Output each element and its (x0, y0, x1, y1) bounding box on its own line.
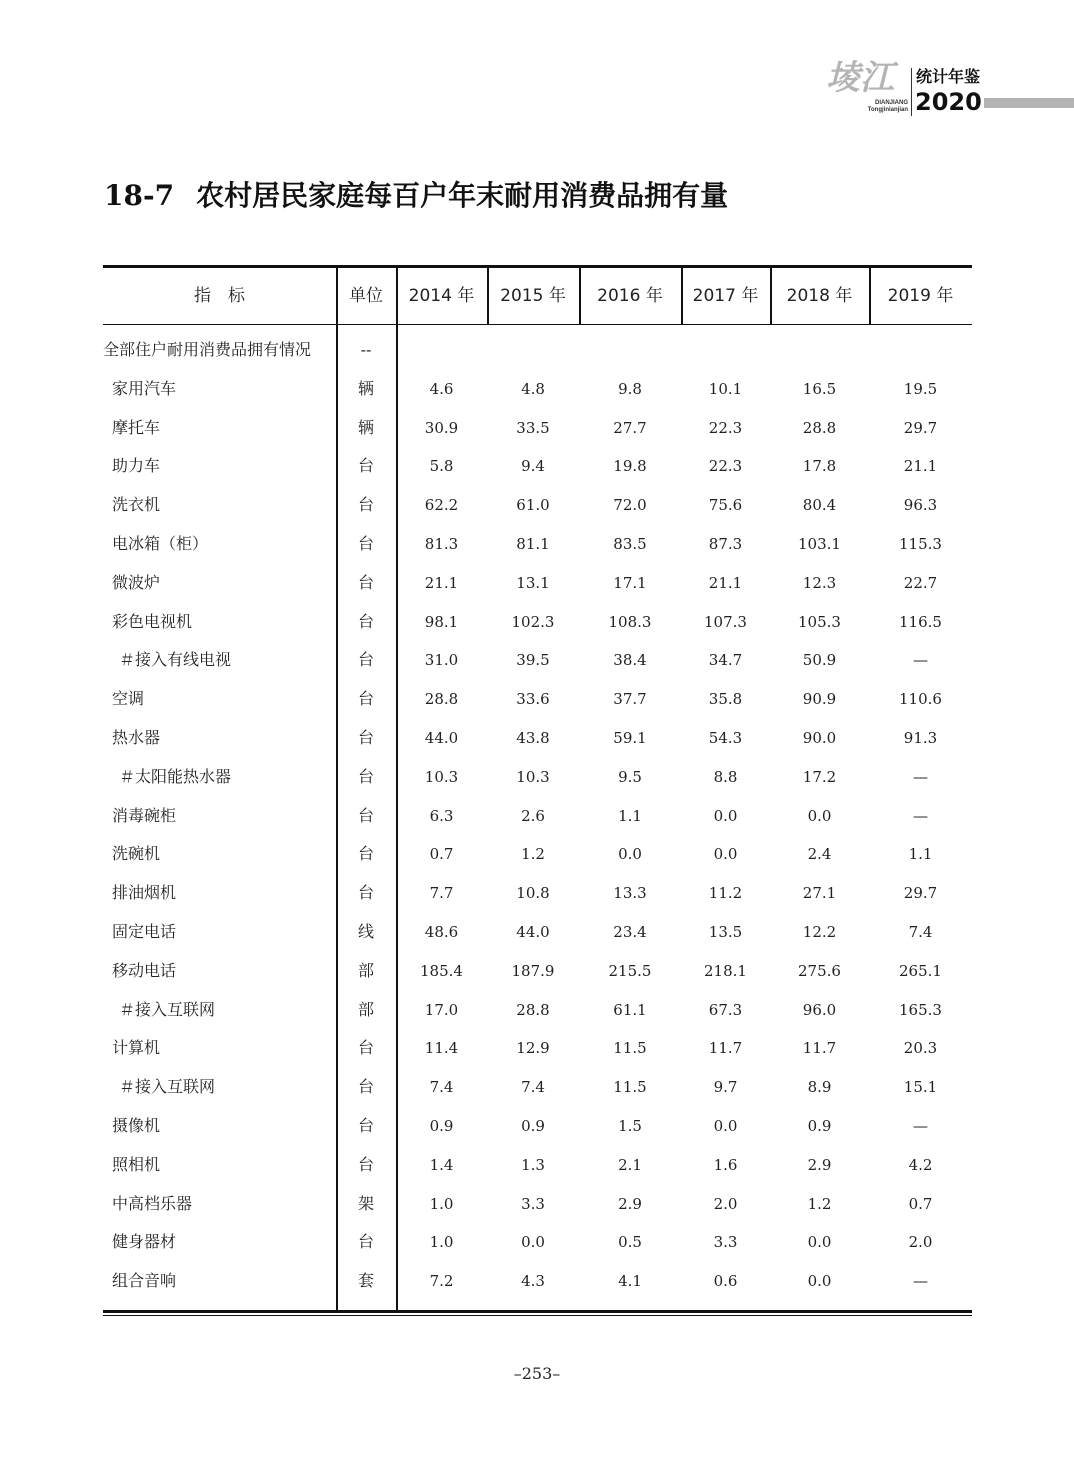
value-cell: 90.9 (802, 690, 837, 709)
value-cell: 9.7 (713, 1078, 738, 1097)
table-row (103, 1223, 972, 1262)
value-cell: 8.9 (807, 1078, 832, 1097)
value-cell: 0.0 (713, 806, 738, 825)
column-header: 2017 年 (692, 286, 759, 306)
value-cell: 0.0 (713, 1117, 738, 1135)
value-cell: 1.4 (429, 1155, 454, 1174)
value-cell: 0.6 (713, 1272, 738, 1291)
row-unit: 台 (357, 650, 374, 670)
header-gray-bar (984, 98, 1074, 108)
value-cell: 1.0 (429, 1233, 454, 1252)
value-cell: 98.1 (424, 612, 459, 631)
page-title (104, 174, 728, 214)
row-indicator: 助力车 (112, 456, 161, 476)
column-divider (681, 268, 683, 324)
value-cell: 2.4 (807, 845, 832, 864)
table-bottom-rule (103, 1310, 972, 1313)
value-cell: 38.4 (613, 651, 647, 670)
row-indicator: 计算机 (112, 1038, 161, 1058)
row-unit: 台 (357, 1232, 374, 1252)
value-cell: 11.2 (708, 884, 743, 903)
value-cell: 0.0 (618, 845, 642, 864)
value-cell: — (913, 1117, 928, 1135)
table-title: 农村居民家庭每百户年末耐用消费品拥有量 (196, 179, 729, 212)
column-header: 指 标 (194, 286, 245, 306)
value-cell: 21.1 (903, 457, 938, 476)
value-cell: 17.8 (802, 457, 837, 476)
value-cell: 218.1 (704, 961, 747, 980)
row-unit: 台 (357, 1077, 374, 1097)
value-cell: 9.4 (521, 457, 545, 476)
value-cell: 1.1 (908, 845, 933, 864)
value-cell: 17.0 (424, 1000, 459, 1019)
table-row (103, 680, 972, 719)
value-cell: 107.3 (704, 612, 747, 631)
table-row (103, 835, 972, 874)
column-divider (770, 268, 772, 324)
value-cell: 1.2 (807, 1194, 832, 1213)
row-unit: 台 (357, 572, 374, 592)
value-cell: 8.8 (713, 767, 738, 786)
value-cell: 4.1 (618, 1272, 642, 1291)
value-cell: 187.9 (511, 961, 555, 980)
value-cell: 1.1 (618, 806, 642, 825)
value-cell: 81.3 (424, 535, 459, 553)
value-cell: 2.0 (908, 1233, 933, 1252)
column-divider (396, 268, 398, 324)
logo-pinyin-line-1: DIANJIANG (874, 100, 908, 106)
value-cell: 0.0 (713, 845, 738, 864)
column-divider (336, 268, 338, 324)
row-indicator: 洗碗机 (112, 844, 161, 864)
row-unit: 台 (357, 689, 374, 709)
value-cell: 4.6 (429, 379, 454, 398)
value-cell: 28.8 (516, 1000, 550, 1019)
value-cell: 102.3 (511, 612, 555, 631)
value-cell: 0.9 (807, 1117, 832, 1135)
value-cell: 10.8 (516, 884, 550, 903)
row-indicator: 微波炉 (112, 572, 161, 592)
value-cell: 0.9 (521, 1117, 545, 1135)
value-cell: 61.1 (613, 1000, 647, 1019)
table-row (103, 409, 972, 448)
value-cell: 0.7 (908, 1194, 933, 1213)
value-cell: 20.3 (903, 1039, 938, 1058)
value-cell: 4.8 (521, 379, 545, 398)
value-cell: 0.0 (807, 806, 832, 825)
value-cell: 16.5 (802, 379, 837, 398)
value-cell (681, 331, 770, 370)
row-indicator: 中高档乐器 (112, 1193, 193, 1213)
value-cell: — (913, 651, 928, 670)
value-cell: 75.6 (708, 496, 743, 515)
row-indicator: ＃接入有线电视 (119, 650, 232, 670)
value-cell: 2.1 (618, 1155, 642, 1174)
value-cell: 215.5 (608, 961, 652, 980)
row-unit: 台 (357, 883, 374, 903)
value-cell: 4.2 (908, 1155, 933, 1174)
table-row (103, 719, 972, 758)
row-unit: 台 (357, 456, 374, 476)
value-cell: 1.0 (429, 1194, 454, 1213)
row-indicator: ＃太阳能热水器 (119, 766, 232, 786)
row-indicator: 彩色电视机 (112, 611, 193, 631)
value-cell: 27.7 (613, 418, 647, 437)
column-header: 2019 年 (887, 286, 954, 306)
value-cell: 67.3 (708, 1000, 743, 1019)
row-indicator: 移动电话 (112, 960, 177, 980)
value-cell: 50.9 (802, 651, 837, 670)
value-cell: — (913, 806, 928, 825)
value-cell: 0.0 (807, 1233, 832, 1252)
value-cell: 3.3 (521, 1194, 545, 1213)
value-cell: 105.3 (798, 612, 841, 631)
value-cell: 10.3 (424, 767, 459, 786)
column-divider (869, 268, 871, 324)
column-header: 2018 年 (786, 286, 853, 306)
value-cell: 13.3 (613, 884, 647, 903)
value-cell: 19.5 (903, 379, 938, 398)
logo-year: 2020 (915, 88, 982, 116)
value-cell: 0.5 (618, 1233, 642, 1252)
value-cell: 39.5 (516, 651, 550, 670)
row-unit: 辆 (357, 378, 374, 398)
row-unit: 台 (357, 805, 374, 825)
value-cell: 35.8 (708, 690, 743, 709)
table-bottom-rule-thin (103, 1315, 972, 1316)
value-cell: 7.4 (429, 1078, 454, 1097)
row-indicator: 摄像机 (112, 1116, 161, 1135)
table-row (103, 991, 972, 1030)
row-indicator: 健身器材 (112, 1232, 177, 1252)
table-body (103, 325, 972, 1311)
value-cell: 108.3 (608, 612, 652, 631)
value-cell: 2.0 (713, 1194, 738, 1213)
value-cell: 7.2 (429, 1272, 454, 1291)
logo-name: 统计年鉴 (916, 67, 981, 86)
value-cell: 22.3 (708, 457, 743, 476)
value-cell: 115.3 (899, 535, 942, 553)
value-cell: 29.7 (903, 418, 938, 437)
value-cell: 0.7 (429, 845, 454, 864)
value-cell: 0.0 (807, 1272, 832, 1291)
value-cell: 96.0 (802, 1000, 837, 1019)
value-cell: 83.5 (613, 535, 647, 553)
row-unit: 台 (357, 611, 374, 631)
row-indicator: 消毒碗柜 (112, 805, 177, 825)
logo-calligraphy: 堎江 (826, 58, 894, 98)
value-cell: 30.9 (424, 418, 459, 437)
value-cell: 11.5 (613, 1078, 647, 1097)
column-header: 2016 年 (597, 286, 663, 306)
value-cell: 11.7 (708, 1039, 743, 1058)
table-row (103, 641, 972, 680)
row-unit: 台 (357, 1154, 374, 1174)
row-indicator: 电冰箱（柜） (112, 534, 209, 553)
value-cell: 96.3 (903, 496, 938, 515)
row-unit: 台 (357, 844, 374, 864)
row-unit: 台 (357, 534, 374, 553)
value-cell: 90.0 (802, 729, 837, 747)
row-indicator: ＃接入互联网 (119, 1077, 216, 1097)
value-cell: 9.5 (618, 767, 642, 786)
row-unit: 台 (357, 728, 374, 747)
value-cell: 103.1 (798, 535, 841, 553)
value-cell: 87.3 (708, 535, 743, 553)
row-unit: 部 (357, 960, 374, 980)
value-cell: 13.1 (516, 573, 550, 592)
value-cell: 185.4 (420, 961, 463, 980)
row-unit: 台 (357, 1116, 374, 1135)
value-cell: 11.4 (424, 1039, 459, 1058)
row-indicator: 排油烟机 (112, 883, 177, 903)
value-cell: 91.3 (903, 729, 938, 747)
value-cell: 110.6 (899, 690, 942, 709)
row-indicator: 家用汽车 (112, 378, 177, 398)
value-cell: 10.3 (516, 767, 550, 786)
value-cell: 23.4 (613, 923, 647, 941)
value-cell (396, 331, 487, 370)
value-cell: 19.8 (613, 457, 647, 476)
value-cell (579, 331, 681, 370)
row-indicator: 照相机 (112, 1154, 161, 1174)
row-indicator: 摩托车 (112, 417, 161, 437)
table-row (103, 603, 972, 642)
row-unit: 部 (357, 999, 374, 1019)
value-cell: 165.3 (899, 1000, 942, 1019)
row-unit: 辆 (357, 417, 374, 437)
value-cell: 10.1 (708, 379, 743, 398)
value-cell: 9.8 (618, 379, 642, 398)
value-cell: 61.0 (516, 496, 550, 515)
value-cell: 34.7 (708, 651, 743, 670)
value-cell: 21.1 (424, 573, 459, 592)
value-cell: 80.4 (802, 496, 837, 515)
column-divider (487, 268, 489, 324)
logo-pinyin-line-2: Tongjinianjian (867, 107, 908, 113)
value-cell: 12.3 (802, 573, 837, 592)
value-cell: 2.9 (618, 1194, 642, 1213)
value-cell: 29.7 (903, 884, 938, 903)
column-divider (579, 268, 581, 324)
value-cell (869, 331, 972, 370)
table-row (103, 486, 972, 525)
row-unit: 台 (357, 1038, 374, 1058)
value-cell: 0.0 (521, 1233, 545, 1252)
value-cell (770, 331, 869, 370)
value-cell: 12.9 (516, 1039, 550, 1058)
row-indicator: 空调 (112, 689, 145, 709)
value-cell: 1.3 (521, 1155, 545, 1174)
value-cell: — (913, 767, 928, 786)
value-cell: — (913, 1272, 928, 1291)
value-cell: 275.6 (798, 961, 841, 980)
value-cell: 265.1 (899, 961, 942, 980)
row-unit: -- (360, 340, 372, 359)
value-cell: 1.2 (521, 845, 545, 864)
value-cell: 72.0 (613, 496, 647, 515)
row-indicator: 洗衣机 (112, 495, 161, 515)
value-cell: 11.7 (802, 1039, 837, 1058)
row-unit: 台 (357, 495, 374, 515)
value-cell: 27.1 (802, 884, 837, 903)
value-cell: 7.4 (908, 923, 933, 941)
row-indicator: 热水器 (112, 728, 161, 747)
row-unit: 架 (357, 1193, 374, 1213)
table-row (103, 952, 972, 991)
row-indicator: ＃接入互联网 (119, 999, 216, 1019)
row-unit: 台 (357, 766, 374, 786)
value-cell: 59.1 (613, 729, 647, 747)
table-row (103, 447, 972, 486)
value-cell: 37.7 (613, 690, 647, 709)
table-row (103, 913, 972, 952)
value-cell: 116.5 (899, 612, 942, 631)
value-cell: 4.3 (521, 1272, 545, 1291)
value-cell: 28.8 (424, 690, 459, 709)
value-cell: 22.7 (903, 573, 938, 592)
value-cell: 17.1 (613, 573, 647, 592)
value-cell: 28.8 (802, 418, 837, 437)
value-cell: 33.6 (516, 690, 550, 709)
value-cell: 1.6 (713, 1155, 738, 1174)
table-row (103, 1262, 972, 1301)
value-cell: 5.8 (429, 457, 454, 476)
row-unit: 套 (357, 1271, 374, 1291)
table-row (103, 564, 972, 603)
value-cell: 21.1 (708, 573, 743, 592)
value-cell: 6.3 (429, 806, 454, 825)
row-unit: 线 (357, 922, 374, 941)
row-indicator: 组合音响 (112, 1271, 177, 1291)
table-row (103, 1185, 972, 1224)
table-row (103, 1029, 972, 1068)
value-cell: 2.9 (807, 1155, 832, 1174)
table-row (103, 1068, 972, 1107)
logo-pinyin (850, 100, 908, 114)
table-row (103, 1146, 972, 1185)
row-indicator: 固定电话 (112, 922, 177, 941)
value-cell: 15.1 (903, 1078, 938, 1097)
value-cell: 7.7 (429, 884, 454, 903)
value-cell: 1.5 (618, 1117, 642, 1135)
value-cell: 48.6 (424, 923, 459, 941)
value-cell: 31.0 (424, 651, 459, 670)
table-row (103, 331, 972, 370)
value-cell: 81.1 (516, 535, 550, 553)
table-number: 18-7 (104, 179, 175, 212)
table-row (103, 370, 972, 409)
table-row (103, 874, 972, 913)
value-cell: 54.3 (708, 729, 743, 747)
value-cell: 13.5 (708, 923, 743, 941)
value-cell: 44.0 (516, 923, 550, 941)
table-row (103, 525, 972, 564)
value-cell: 7.4 (521, 1078, 545, 1097)
column-header: 2014 年 (408, 286, 475, 306)
table-row (103, 758, 972, 797)
table-header (103, 268, 972, 325)
page-number: –253– (513, 1364, 561, 1383)
value-cell: 17.2 (802, 767, 837, 786)
logo-divider (911, 68, 912, 116)
row-indicator: 全部住户耐用消费品拥有情况 (103, 340, 312, 359)
yearbook-logo (826, 58, 1074, 120)
value-cell: 0.9 (429, 1117, 454, 1135)
column-header: 单位 (349, 286, 383, 306)
value-cell: 43.8 (516, 729, 550, 747)
table-row (103, 1107, 972, 1146)
value-cell: 2.6 (521, 806, 545, 825)
value-cell: 12.2 (802, 923, 837, 941)
value-cell: 11.5 (613, 1039, 647, 1058)
value-cell: 22.3 (708, 418, 743, 437)
column-header: 2015 年 (500, 286, 566, 306)
value-cell: 44.0 (424, 729, 459, 747)
table-row (103, 797, 972, 836)
value-cell: 62.2 (424, 496, 459, 515)
value-cell: 3.3 (713, 1233, 738, 1252)
value-cell (487, 331, 579, 370)
value-cell: 33.5 (516, 418, 550, 437)
